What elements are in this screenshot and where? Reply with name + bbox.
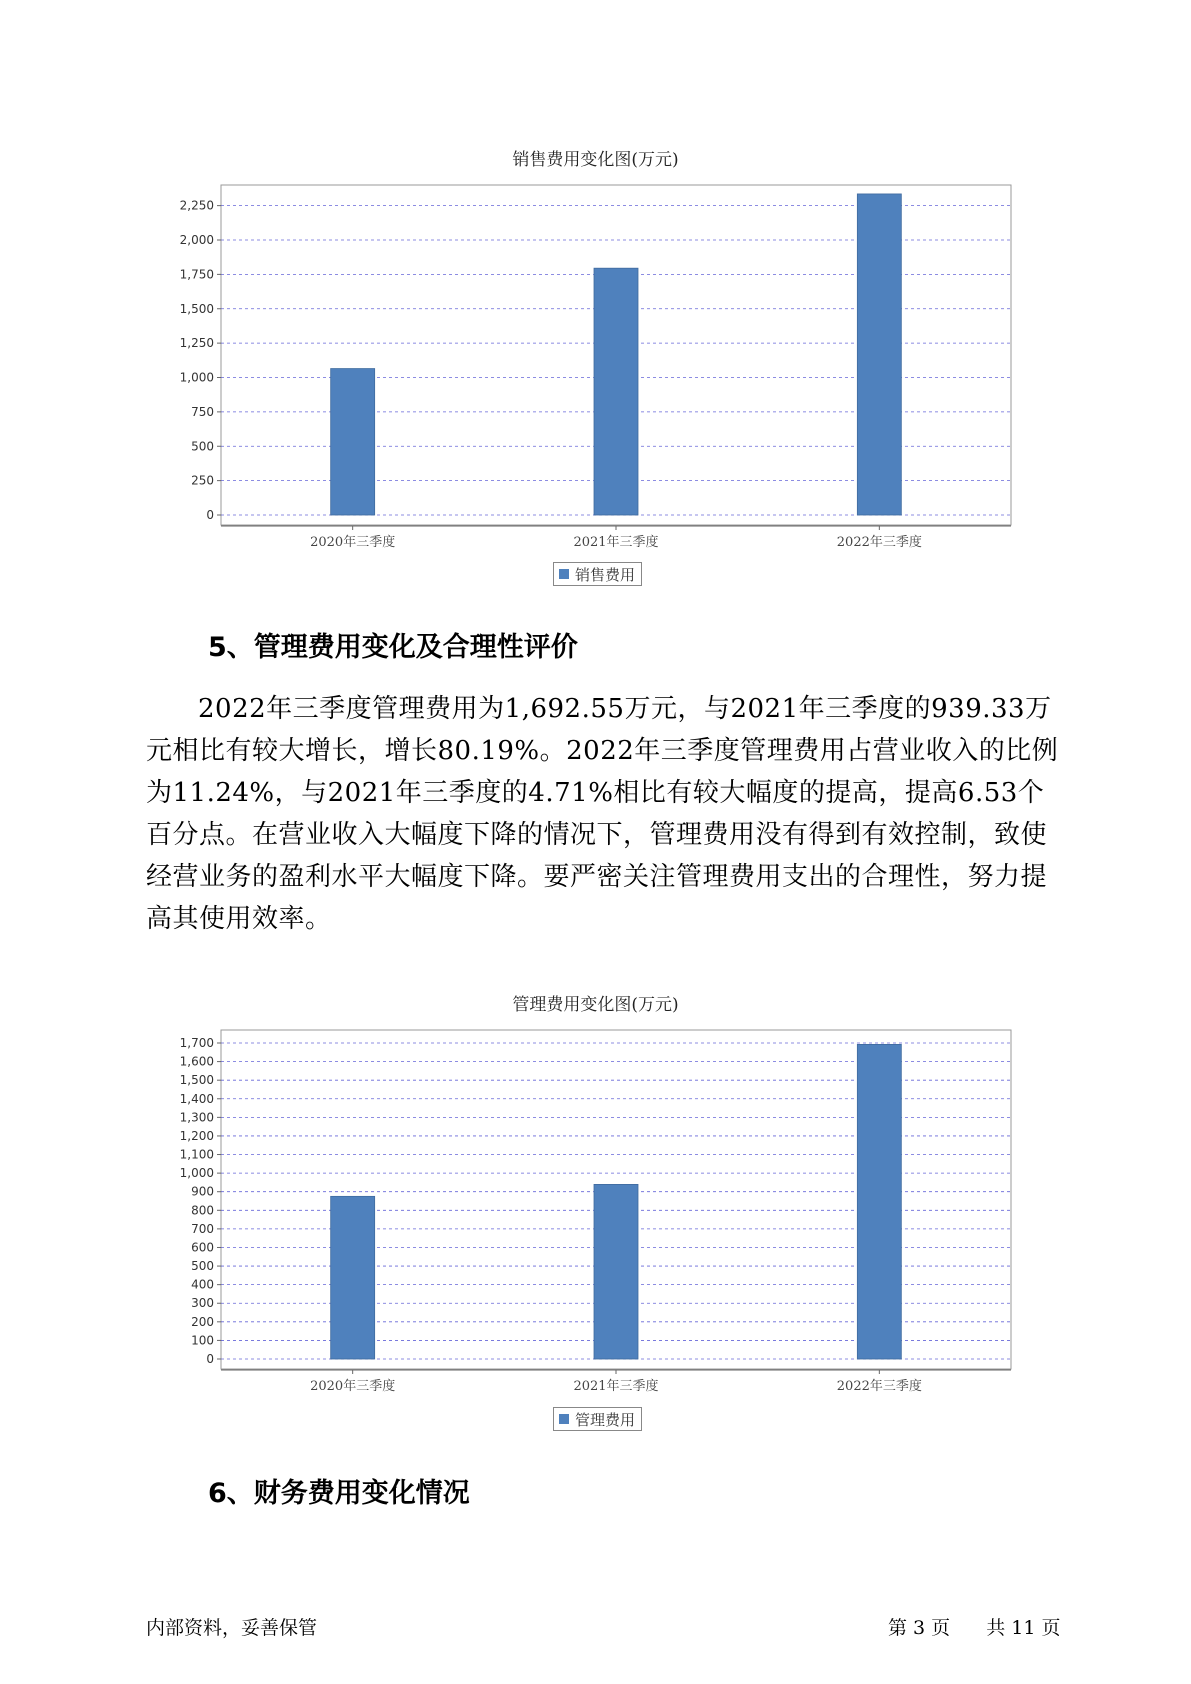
- chart2-legend-label: 管理费用: [575, 1410, 636, 1429]
- x-tick-label: 2021年三季度: [573, 1379, 659, 1394]
- page-unit: 页: [931, 1617, 951, 1639]
- total-prefix: 共: [986, 1617, 1006, 1639]
- y-tick-label: 300: [191, 1296, 214, 1311]
- y-tick-label: 500: [191, 439, 214, 454]
- y-tick-label: 1,500: [179, 1073, 214, 1088]
- section5-heading: 5、管理费用变化及合理性评价: [208, 632, 578, 663]
- page-current: 3: [913, 1617, 926, 1639]
- y-tick-label: 1,750: [179, 267, 214, 282]
- y-tick-label: 0: [206, 1352, 214, 1366]
- legend-swatch: [559, 1414, 569, 1424]
- x-tick-label: 2021年三季度: [573, 535, 659, 550]
- total-unit: 页: [1041, 1617, 1061, 1639]
- y-tick-label: 1,600: [179, 1054, 214, 1069]
- y-tick-label: 200: [191, 1314, 214, 1329]
- chart2-legend: [553, 1407, 642, 1431]
- y-tick-label: 400: [191, 1277, 214, 1292]
- bar: [594, 1184, 638, 1359]
- y-tick-label: 900: [191, 1184, 214, 1199]
- y-tick-label: 600: [191, 1240, 214, 1255]
- y-tick-label: 2,000: [179, 233, 214, 247]
- y-tick-label: 1,200: [179, 1128, 214, 1143]
- footer-confidential-note: 内部资料，妥善保管: [146, 1617, 318, 1639]
- y-tick-label: 700: [191, 1221, 214, 1236]
- y-tick-label: 1,100: [179, 1147, 214, 1162]
- x-tick-label: 2020年三季度: [310, 535, 396, 550]
- y-tick-label: 1,700: [179, 1036, 214, 1051]
- y-tick-label: 1,250: [179, 336, 214, 351]
- y-tick-label: 1,400: [179, 1091, 214, 1106]
- chart1-legend-label: 销售费用: [575, 565, 636, 584]
- y-tick-label: 1,300: [179, 1110, 214, 1125]
- bar: [331, 1196, 375, 1359]
- y-tick-label: 500: [191, 1259, 214, 1274]
- y-tick-label: 1,500: [179, 301, 214, 316]
- y-tick-label: 1,000: [179, 1166, 214, 1181]
- y-tick-label: 250: [191, 473, 214, 488]
- y-tick-label: 0: [206, 508, 214, 522]
- chart2-title: 管理费用变化图(万元): [512, 995, 679, 1015]
- chart1-title: 销售费用变化图(万元): [512, 150, 679, 170]
- y-tick-label: 1,000: [179, 370, 214, 385]
- y-tick-label: 750: [191, 404, 214, 419]
- section5-paragraph: 2022年三季度管理费用为1,692.55万元，与2021年三季度的939.33万元相比有较大增长，增长80.19%。2022年三季度管理费用占营业收入的比例为11.24%，与2021年三季度的4.71%相比有较大幅度的提高，提高6.53个百分点。在营业收入大幅度下降的情况下，管理费用没有得到有效控制，致使经营业务的盈利水平大幅度下降。要严密关注管理费用支出的合理性，努力提高其使用效率。: [146, 694, 1059, 934]
- page-prefix: 第: [888, 1617, 908, 1639]
- x-tick-label: 2022年三季度: [836, 535, 922, 550]
- x-tick-label: 2022年三季度: [836, 1379, 922, 1394]
- y-tick-label: 800: [191, 1203, 214, 1218]
- page-total: 11: [1011, 1617, 1036, 1639]
- y-tick-label: 2,250: [179, 198, 214, 213]
- x-tick-label: 2020年三季度: [310, 1379, 396, 1394]
- bar: [857, 1044, 901, 1359]
- section6-heading: 6、财务费用变化情况: [208, 1478, 470, 1509]
- footer-page-number: [885, 1613, 1063, 1640]
- y-tick-label: 100: [191, 1333, 214, 1348]
